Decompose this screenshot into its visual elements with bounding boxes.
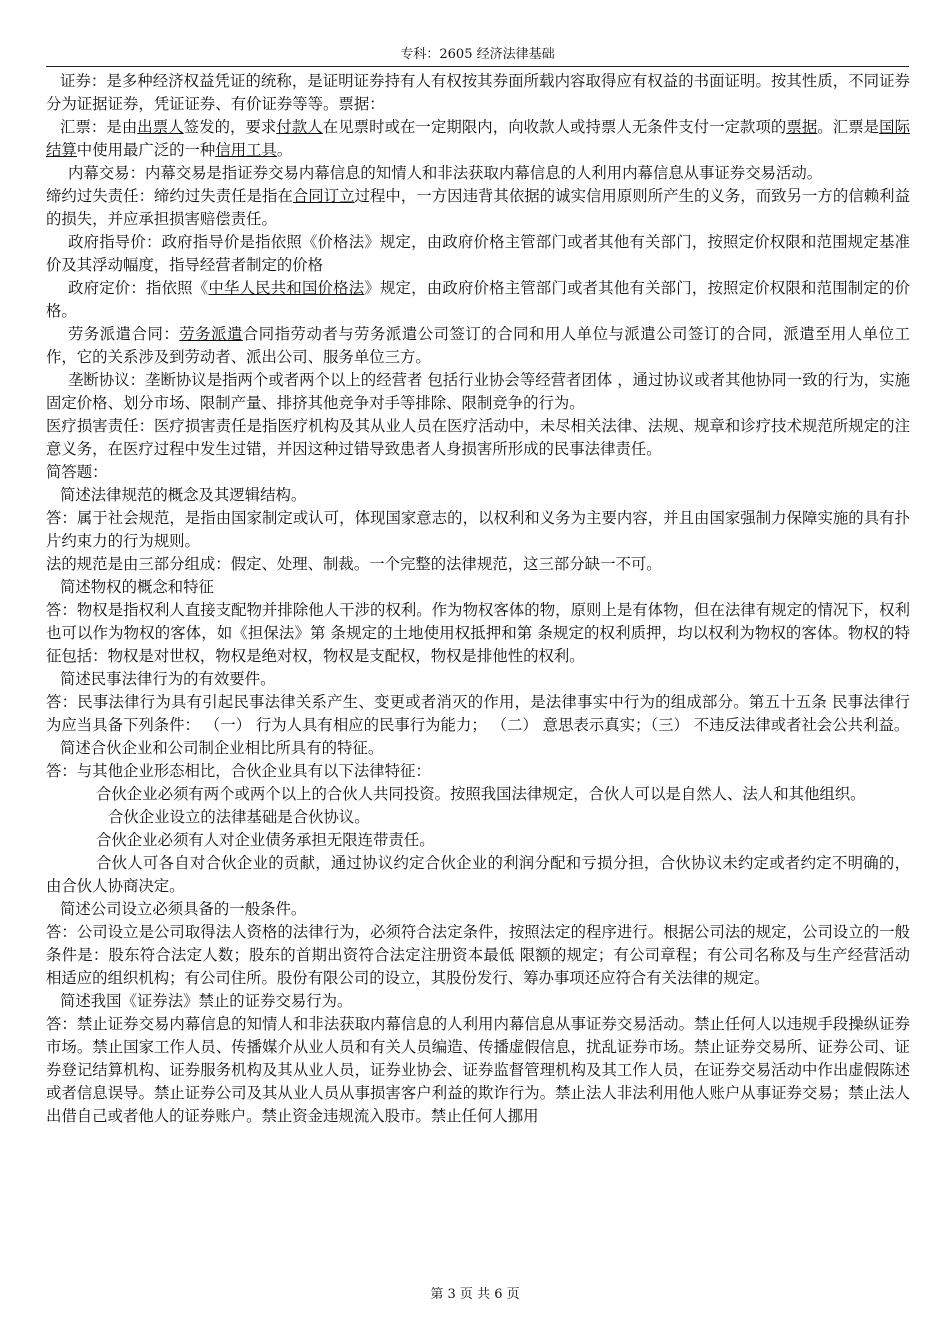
text-span: 合同指劳动者与劳务派遣公司签订的合同和用人单位与派遣公司签订的合同，派遣至用人单位工作，它的关系涉及到劳动者、派出公司、服务单位三方。 <box>46 325 910 366</box>
paragraph-medical-liability: 医疗损害责任：医疗损害责任是指医疗机构及其从业人员在医疗活动中，未尽相关法律、法规、规章和诊疗技术规范所规定的注意义务，在医疗过程中发生过错，并因这种过错导致患者人身损害所形成的民事法律责任。 <box>46 417 910 458</box>
text-span: 汇票：是由 <box>60 118 138 136</box>
section-heading-short-answer: 简答题： <box>46 463 108 481</box>
answer-securities-law: 答：禁止证券交易内幕信息的知情人和非法获取内幕信息的人利用内幕信息从事证券交易活动。禁止任何人以违规手段操纵证券市场。禁止国家工作人员、传播媒介从业人员和有关人员编造、传播虚假信息，扰乱证券市场。禁止证券交易所、证券公司、证券登记结算机构、证券服务机构及其从业人员，证券业协会、证券监督管理机构及其工作人员，在证券交易活动中作出虚假陈述或者信息误导。禁止证券公司及其从业人员从事损害客户利益的欺诈行为。禁止法人非法利用他人账户从事证券交易；禁止法人出借自己或者他人的证券账户。禁止资金违规流入股市。禁止任何人挪用 <box>46 1015 910 1125</box>
paragraph-monopoly-agreement: 垄断协议：垄断协议是指两个或者两个以上的经营者 包括行业协会等经营者团体 ，通过协议或者其他协同一致的行为，实施固定价格、划分市场、限制产量、排挤其他竞争对手等排除、限制竞争的行为。 <box>46 371 910 412</box>
text-span: 》规定，由政府价格主管部门或者其他有关部门，按照定价权限和范围制定的价格。 <box>46 279 910 320</box>
answer-real-right: 答：物权是指权利人直接支配物并排除他人干涉的权利。作为物权客体的物，原则上是有体物，但在法律有规定的情况下，权利也可以作为物权的客体，如《担保法》第 条规定的土地使用权抵押和第 条规定的权利质押，均以权利为物权的客体。物权的特征包括：物权是对世权，物权是绝对权，物权是支配权，物权是排他性的权利。 <box>46 601 910 665</box>
answer-civil-juristic-act: 答：民事法律行为具有引起民事法律关系产生、变更或者消灭的作用，是法律事实中行为的组成部分。第五十五条 民事法律行为应当具备下列条件： （一） 行为人具有相应的民事行为能力； （二） 意思表示真实；（三） 不违反法律或者社会公共利益。 <box>46 693 910 734</box>
page-current: 3 <box>447 1287 456 1302</box>
text-span: 劳务派遣合同： <box>68 325 180 343</box>
text-span: 在见票时或在一定期限内，向收款人或持票人无条件支付一定款项的 <box>322 118 787 136</box>
text-span: 签发的，要求 <box>183 118 277 136</box>
page-suffix: 页 <box>506 1287 520 1302</box>
text-span: 。 <box>276 141 293 159</box>
link-payer[interactable]: 付款人 <box>276 118 323 136</box>
text-span: 。汇票是 <box>817 118 880 136</box>
answer-partnership-item: 合伙人可各自对合伙企业的贡献，通过协议约定合伙企业的利润分配和亏损分担，合伙协议未约定或者约定不明确的，由合伙人协商决定。 <box>46 854 910 895</box>
answer-partnership-item: 合伙企业必须有两个或两个以上的合伙人共同投资。按照我国法律规定，合伙人可以是自然人、法人和其他组织。 <box>96 785 866 803</box>
answer-partnership-item: 合伙企业必须有人对企业债务承担无限连带责任。 <box>96 831 435 849</box>
paragraph-government-guided-price: 政府指导价：政府指导价是指依照《价格法》规定，由政府价格主管部门或者其他有关部门，按照定价权限和范围规定基准价及其浮动幅度，指导经营者制定的价格 <box>46 233 910 274</box>
answer-partnership-item: 合伙企业设立的法律基础是合伙协议。 <box>108 808 370 826</box>
link-international-settlement[interactable]: 国际结算 <box>46 118 910 159</box>
paragraph-labor-dispatch-contract <box>46 323 910 369</box>
link-drawer[interactable]: 出票人 <box>137 118 184 136</box>
page-header: 专科：2605 经济法律基础 <box>46 46 909 67</box>
question-company-establishment: 简述公司设立必须具备的一般条件。 <box>60 900 307 918</box>
link-credit-instrument[interactable]: 信用工具 <box>215 141 277 159</box>
document-body <box>46 70 910 1128</box>
text-span: 政府定价：指依照《 <box>68 279 209 297</box>
question-partnership: 简述合伙企业和公司制企业相比所具有的特征。 <box>60 739 384 757</box>
paragraph-insider-trading: 内幕交易：内幕交易是指证券交易内幕信息的知情人和非法获取内幕信息的人利用内幕信息从事证券交易活动。 <box>68 164 823 182</box>
link-bill[interactable]: 票据 <box>786 118 818 136</box>
page-mid: 页 共 <box>459 1287 491 1302</box>
page-prefix: 第 <box>430 1287 444 1302</box>
link-labor-dispatch[interactable]: 劳务派遣 <box>179 325 243 343</box>
paragraph-government-fixed-price <box>46 277 910 323</box>
page-total: 6 <box>494 1287 503 1302</box>
text-span: 中使用最广泛的一种 <box>76 141 216 159</box>
paragraph-culpa-in-contrahendo <box>46 185 910 231</box>
paragraph-securities: 证券：是多种经济权益凭证的统称，是证明证券持有人有权按其券面所载内容取得应有权益的书面证明。按其性质，不同证券分为证据证券，凭证证券、有价证券等等。票据： <box>46 72 910 113</box>
paragraph-bill-of-exchange <box>46 116 910 162</box>
link-price-law[interactable]: 中华人民共和国价格法 <box>208 279 365 297</box>
answer-company-establishment: 答：公司设立是公司取得法人资格的法律行为，必须符合法定条件，按照法定的程序进行。根据公司法的规定，公司设立的一般条件是：股东符合法定人数；股东的首期出资符合法定注册资本最低 限额的规定；有公司章程；有公司名称及与生产经营活动相适应的组织机构；有公司住所。股份有限公司的设立，其股份发行、筹办事项还应符合有关法律的规定。 <box>46 923 910 987</box>
text-span: 过程中，一方因违背其依据的诚实信用原则所产生的义务，而致另一方的信赖利益的损失，并应承担损害赔偿责任。 <box>46 187 910 228</box>
question-securities-law: 简述我国《证券法》禁止的证券交易行为。 <box>60 992 353 1010</box>
link-contract-formation[interactable]: 合同订立 <box>292 187 355 205</box>
question-real-right: 简述物权的概念和特征 <box>60 578 214 596</box>
page-footer <box>0 1283 950 1302</box>
answer-legal-norm: 答：属于社会规范，是指由国家制定或认可，体现国家意志的，以权利和义务为主要内容，并且由国家强制力保障实施的具有扑片约束力的行为规则。 <box>46 509 910 550</box>
answer-partnership-intro: 答：与其他企业形态相比，合伙企业具有以下法律特征： <box>46 762 431 780</box>
question-civil-juristic-act: 简述民事法律行为的有效要件。 <box>60 670 276 688</box>
answer-legal-norm-structure: 法的规范是由三部分组成：假定、处理、制裁。一个完整的法律规范，这三部分缺一不可。 <box>46 555 662 573</box>
question-legal-norm: 简述法律规范的概念及其逻辑结构。 <box>60 486 307 504</box>
text-span: 缔约过失责任：缔约过失责任是指在 <box>46 187 293 205</box>
